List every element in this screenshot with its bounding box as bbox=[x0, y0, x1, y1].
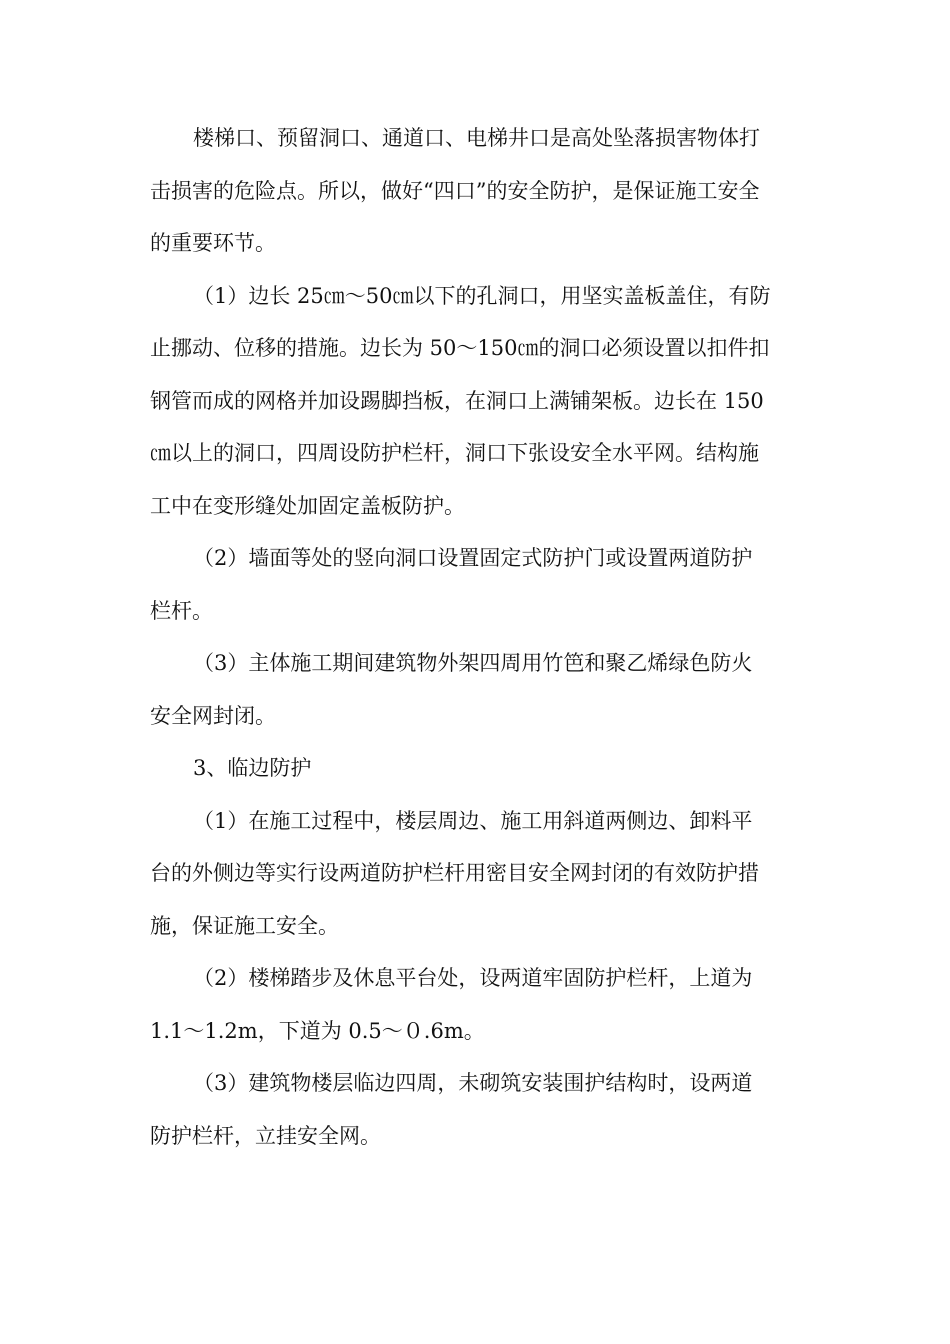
text-line: （3）主体施工期间建筑物外架四周用竹笆和聚乙烯绿色防火 bbox=[193, 651, 753, 675]
text-line: 止挪动、位移的措施。边长为 50～150㎝的洞口必须设置以扣件扣 bbox=[150, 336, 770, 360]
text-line: ㎝以上的洞口，四周设防护栏杆，洞口下张设安全水平网。结构施 bbox=[150, 441, 759, 465]
text-line: 安全网封闭。 bbox=[150, 703, 276, 728]
text-line: 楼梯口、预留洞口、通道口、电梯井口是高处坠落损害物体打 bbox=[193, 126, 760, 150]
text-line: 钢管而成的网格并加设踢脚挡板，在洞口上满铺架板。边长在 150 bbox=[150, 388, 764, 413]
text-line: 工中在变形缝处加固定盖板防护。 bbox=[150, 493, 465, 518]
text-line: 栏杆。 bbox=[150, 598, 213, 623]
text-line: 台的外侧边等实行设两道防护栏杆用密目安全网封闭的有效防护措 bbox=[150, 861, 759, 885]
text-line: 的重要环节。 bbox=[150, 231, 276, 255]
section-heading: 3、临边防护 bbox=[193, 756, 312, 780]
text-line: 施，保证施工安全。 bbox=[150, 913, 339, 938]
text-line: （3）建筑物楼层临边四周，未砌筑安装围护结构时，设两道 bbox=[193, 1071, 753, 1095]
text-line: （2）楼梯踏步及休息平台处，设两道牢固防护栏杆，上道为 bbox=[193, 966, 753, 990]
text-line: 击损害的危险点。所以，做好“四口”的安全防护，是保证施工安全 bbox=[150, 178, 760, 203]
document-body bbox=[150, 112, 802, 1162]
text-line: （1）边长 25㎝～50㎝以下的孔洞口，用坚实盖板盖住，有防 bbox=[193, 283, 771, 308]
text-line: （1）在施工过程中，楼层周边、施工用斜道两侧边、卸料平 bbox=[193, 808, 753, 833]
text-line: 1.1～1.2m，下道为 0.5～０.6m。 bbox=[150, 1018, 485, 1043]
text-line: （2）墙面等处的竖向洞口设置固定式防护门或设置两道防护 bbox=[193, 546, 753, 570]
text-line: 防护栏杆，立挂安全网。 bbox=[150, 1123, 381, 1148]
